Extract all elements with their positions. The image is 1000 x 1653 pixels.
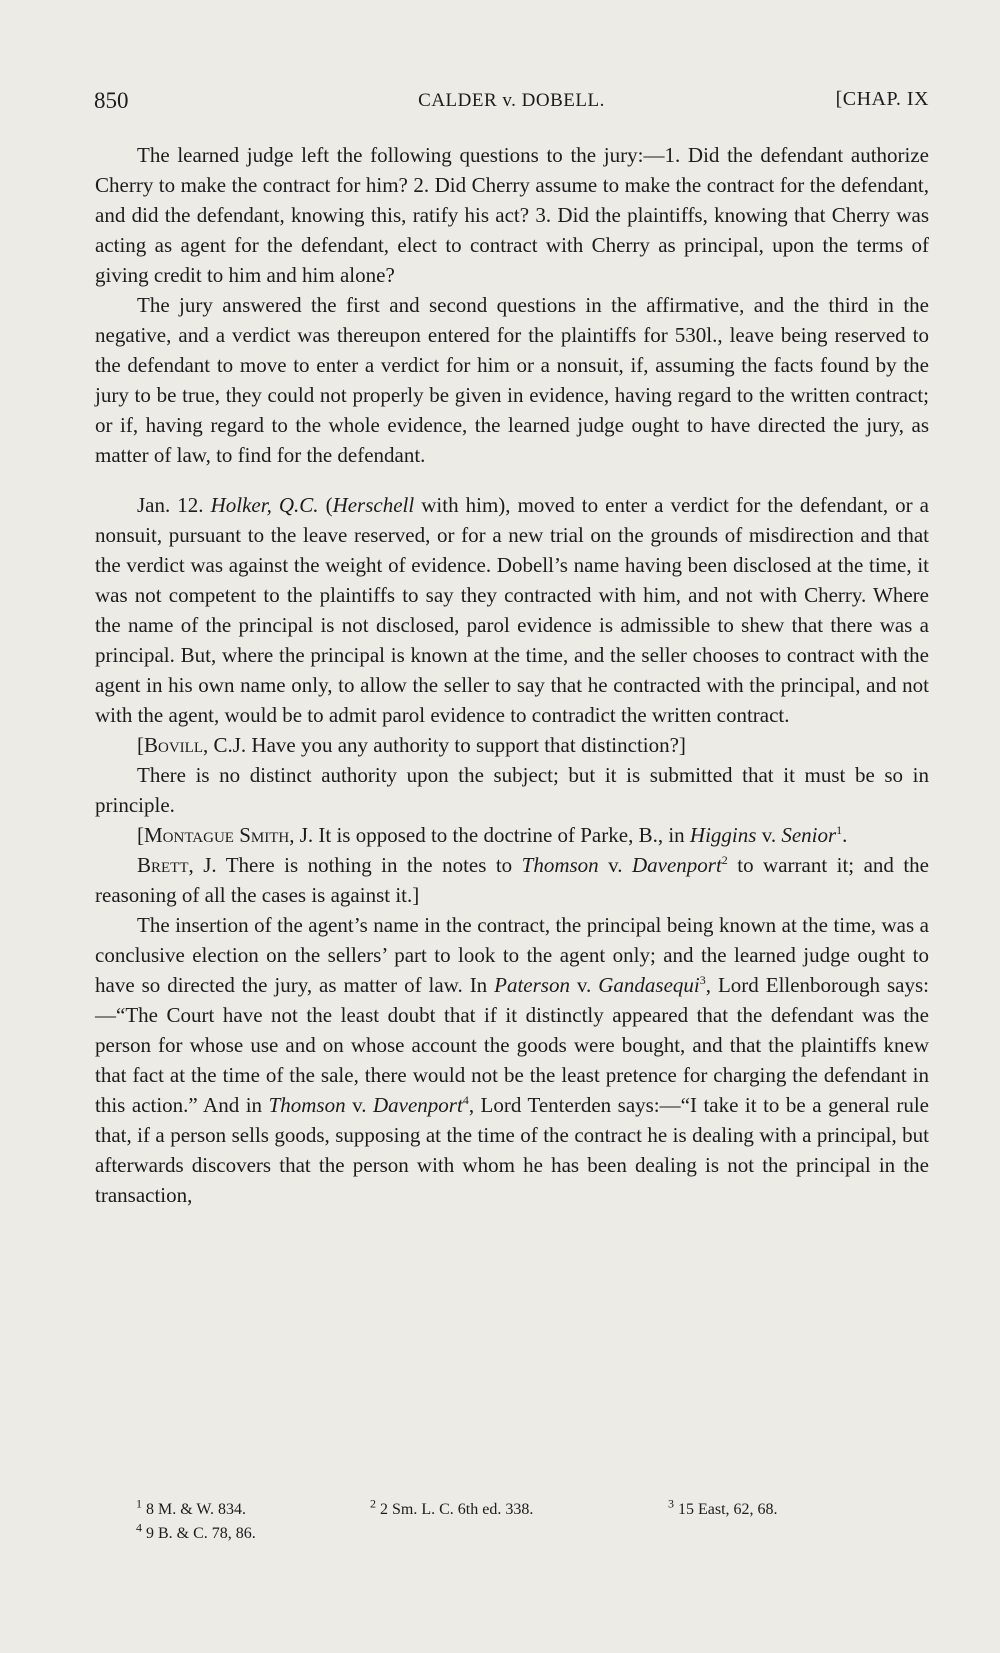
judge-name: Bovill, C.J. <box>144 733 247 757</box>
footnote <box>370 1498 533 1522</box>
footnote <box>668 1498 778 1522</box>
versus: v. <box>345 1093 373 1117</box>
argument-text: The insertion of the agent’s name in the contract, the principal being known at the time, was a conclusive election on the sellers’ part to look to the agent only; and the learned judge ought to have so directed the jury, as matter of law. In <box>95 913 929 997</box>
paragraph-bovill: [Bovill, C.J. Have you any authority to support that distinction?] <box>137 733 686 757</box>
judge-remark: There is nothing in the notes to <box>216 853 522 877</box>
paragraph-montague-smith: [Montague Smith, J. It is opposed to the doctrine of Parke, B., in Higgins v. Senior$^1$. <box>137 823 848 847</box>
case-name: Higgins <box>689 823 757 847</box>
chapter-label: [CHAP. IX <box>835 88 929 110</box>
case-name: Thomson <box>521 853 599 877</box>
judge-remark: to warrant it; and the reasoning of all the cases is against it.] <box>95 853 929 907</box>
footnote-mark: 4 <box>136 1520 142 1535</box>
case-name: Thomson <box>268 1093 346 1117</box>
motion-text: ), moved to enter a verdict for the defendant, or a nonsuit, pursuant to the leave reserved, or for a new trial on the grounds of misdirection and that the verdict was against the weight of evidence. Dobell’s name having been disclosed at the time, it was not competent to the plaintiffs to say they contracted with him, and not with Cherry. Where the name of the principal is not disclosed, parol evidence is admissible to shew that there was a principal. But, where the principal is known at the time, and the seller chooses to contract with the agent in his own name only, to allow the seller to say that he contracted with the principal, and not with the agent, would be to admit parol evidence to contradict the written contract. <box>95 493 929 727</box>
argument-text: , Lord Tenterden says:—“I take it to be a general rule that, if a person sells goods, supposing at the time of the contract he is dealing with a principal, but afterwards discovers that the person with whom he has been dealing is not the principal in the transaction, <box>95 1093 929 1207</box>
running-title: CALDER v. DOBELL. <box>418 90 605 111</box>
paragraph-jury-answers: The jury answered the first and second questions in the affirmative, and the third in the negative, and a verdict was thereupon entered for the plaintiffs for 530l., leave being reserved to the defendant to move to enter a verdict for him or a nonsuit, if, assuming the facts found by the jury to be true, they could not properly be given in evidence, having regard to the written contract; or if, having regard to the whole evidence, the learned judge ought to have directed the jury, as matter of law, to find for the defendant. <box>95 293 929 467</box>
footnote-text: 9 B. & C. 78, 86. <box>146 1525 256 1542</box>
footnote-mark: 1 <box>136 1496 142 1511</box>
footnote-mark: 3 <box>668 1496 674 1511</box>
paragraph-argument <box>95 910 929 1210</box>
versus: v. <box>756 823 782 847</box>
case-name: Davenport <box>631 853 722 877</box>
versus: v. <box>598 853 632 877</box>
case-name: Gandasequi <box>598 973 700 997</box>
running-header <box>94 88 929 118</box>
footnote-text: 2 Sm. L. C. 6th ed. 338. <box>380 1501 534 1518</box>
case-name: Davenport <box>372 1093 463 1117</box>
footnote <box>136 1522 256 1546</box>
with-him: with him <box>414 493 499 517</box>
footnote-ref: 1 <box>836 823 843 837</box>
argument-text: , Lord Ellenborough says:—“The Court have not the least doubt that if it distinctly appeared that the defendant was the person for whose use and on whose account the goods were bought, and that the plaintiffs knew that fact at the time of the sale, there would not be the least pretence for charging the defendant in this action.” And in <box>95 973 929 1117</box>
paragraph-motion: Jan. 12. Holker, Q.C. (Herschell with him), moved to enter a verdict for the defendant, or a nonsuit, pursuant to the leave reserved, or for a new trial on the grounds of misdirection and that the verdict was against the weight of evidence. Dobell’s name having been disclosed at the time, it was not competent to the plaintiffs to say they contracted with him, and not with Cherry. Where the name of the principal is not disclosed, parol evidence is admissible to shew that there was a principal. But, where the principal is known at the time, and the seller chooses to contract with the agent in his own name only, to allow the seller to say that he contracted with the principal, and not with the agent, would be to admit parol evidence to contradict the written contract. <box>95 493 929 727</box>
footnote-ref: 2 <box>721 853 728 867</box>
footnote-row <box>136 1522 896 1546</box>
judge-name: Montague Smith, J. <box>144 823 314 847</box>
footnote <box>136 1498 246 1522</box>
case-name: Paterson <box>494 973 570 997</box>
case-name: Senior <box>781 823 837 847</box>
paragraph-brett <box>95 850 929 910</box>
footnotes <box>136 1498 896 1546</box>
paragraph-reply: There is no distinct authority upon the subject; but it is submitted that it must be so in principle. <box>95 763 929 817</box>
footnote-row <box>136 1498 896 1522</box>
date-label: Jan. 12. <box>137 493 204 517</box>
counsel-name: Holker, Q.C. <box>210 493 319 517</box>
footnote-text: 8 M. & W. 834. <box>146 1501 247 1518</box>
judge-remark: Have you any authority to support that distinction?] <box>246 733 686 757</box>
footnote-text: 15 East, 62, 68. <box>678 1501 778 1518</box>
main-text <box>95 140 929 1210</box>
judge-name: Brett, J. <box>137 853 217 877</box>
footnote-ref: 4 <box>462 1093 469 1107</box>
footnote-mark: 2 <box>370 1496 376 1511</box>
page-number: 850 <box>94 88 129 113</box>
versus: v. <box>569 973 599 997</box>
paragraph-jury-questions: The learned judge left the following questions to the jury:—1. Did the defendant authorize Cherry to make the contract for him? 2. Did Cherry assume to make the contract for the defendant, and did the defendant, knowing this, ratify his act? 3. Did the plaintiffs, knowing that Cherry was acting as agent for the defendant, elect to contract with Cherry as principal, upon the terms of giving credit to him and him alone? <box>95 143 929 287</box>
junior-counsel-name: Herschell <box>332 493 415 517</box>
footnote-ref: 3 <box>699 973 706 987</box>
judge-remark: It is opposed to the doctrine of Parke, B., in <box>313 823 690 847</box>
